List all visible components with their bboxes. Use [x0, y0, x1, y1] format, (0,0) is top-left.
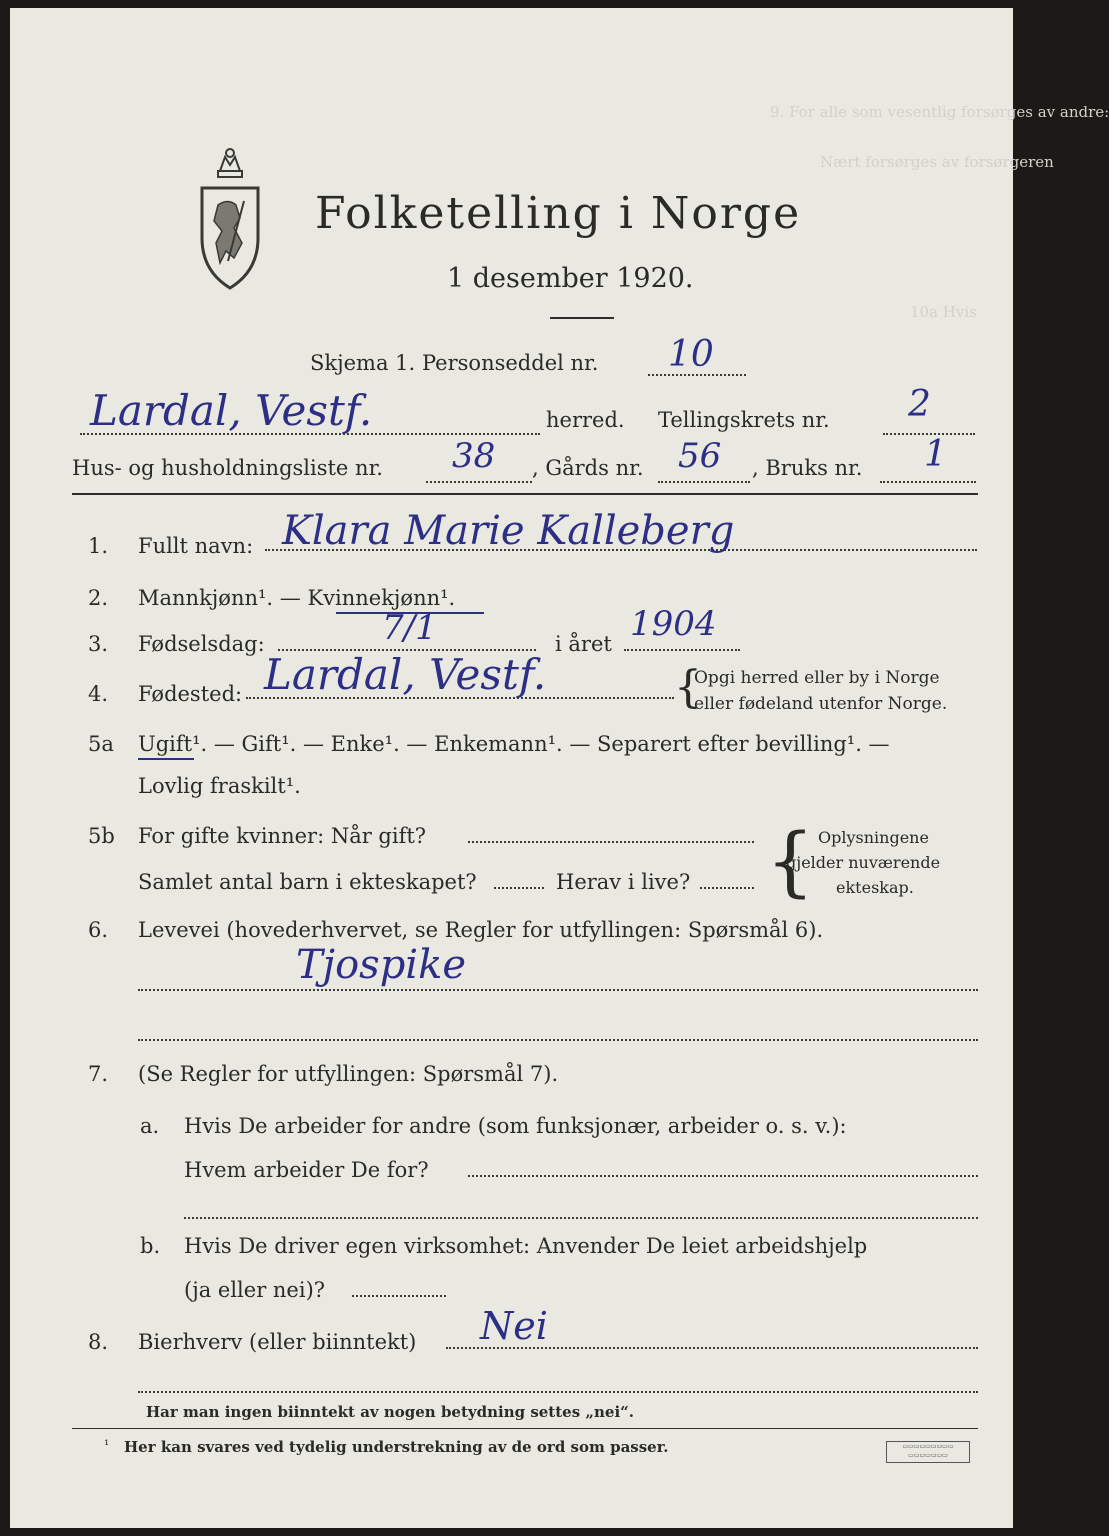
printer-stamp: ▭▭▭▭▭▭▭▭▭ ▭▭▭▭▭▭▭	[886, 1441, 970, 1463]
q7b-text: Hvis De driver egen virksomhet: Anvender De leiet arbeidshjelp	[184, 1234, 868, 1258]
q5a-selection-underline	[138, 758, 194, 760]
q5b-married-field-line[interactable]	[468, 841, 754, 843]
q4-brace: {	[674, 662, 702, 713]
q8-number: 8.	[88, 1330, 109, 1354]
q3-number: 3.	[88, 632, 109, 656]
q7a-letter: a.	[140, 1114, 160, 1138]
footnote-marker: ¹	[104, 1438, 110, 1453]
q5b-note-line2: gjelder nuværende	[786, 853, 941, 872]
census-form-sheet	[10, 8, 1109, 1528]
gards-label: , Gårds nr.	[532, 456, 644, 480]
q6-field-line-1[interactable]	[138, 989, 978, 991]
bleedthrough-text: 9. For alle som vesentlig forsørges av andre:	[770, 103, 1109, 121]
q3-label: Fødselsdag:	[138, 632, 265, 656]
q6-field-line-2[interactable]	[138, 1039, 978, 1041]
herred-field-line[interactable]	[80, 433, 540, 435]
q1-label: Fullt navn:	[138, 534, 254, 558]
husliste-value: 38	[452, 436, 496, 476]
q5b-label3: Herav i live?	[556, 870, 691, 894]
husliste-label: Hus- og husholdningsliste nr.	[72, 456, 383, 480]
q7a-field-line-2[interactable]	[184, 1217, 978, 1219]
q5b-children-field-line[interactable]	[494, 887, 544, 889]
q5a-text: Ugift¹. — Gift¹. — Enke¹. — Enkemann¹. — Separert efter bevilling¹. —	[138, 732, 890, 756]
q7a-field-line-1[interactable]	[468, 1175, 978, 1177]
footnote-divider	[72, 1428, 978, 1429]
bruks-field-line[interactable]	[880, 481, 976, 483]
q7b-letter: b.	[140, 1234, 161, 1258]
q8-label: Bierhverv (eller biinntekt)	[138, 1330, 417, 1354]
q2-text: Mannkjønn¹. — Kvinnekjønn¹.	[138, 586, 456, 610]
coat-of-arms-icon	[190, 143, 270, 293]
footnote-text: Her kan svares ved tydelig understrekning av de ord som passer.	[124, 1438, 669, 1456]
q4-value: Lardal, Vestf.	[264, 650, 547, 699]
q8-value: Nei	[480, 1304, 548, 1348]
q8-field-line-2[interactable]	[138, 1391, 978, 1393]
census-date: 1 desember 1920.	[447, 263, 694, 294]
q7a-text2: Hvem arbeider De for?	[184, 1158, 429, 1182]
q7a-text: Hvis De arbeider for andre (som funksjonær, arbeider o. s. v.):	[184, 1114, 847, 1138]
q6-text: Levevei (hovederhvervet, se Regler for utfyllingen: Spørsmål 6).	[138, 918, 824, 942]
q5b-alive-field-line[interactable]	[700, 887, 754, 889]
q5b-note-line1: Oplysningene	[818, 828, 929, 847]
q7b-text2: (ja eller nei)?	[184, 1278, 326, 1302]
q6-number: 6.	[88, 918, 109, 942]
q3-year-value: 1904	[630, 604, 717, 644]
section-divider	[72, 493, 978, 495]
q5b-label2: Samlet antal barn i ekteskapet?	[138, 870, 477, 894]
q7b-field-line[interactable]	[352, 1295, 446, 1297]
q3-year-label: i året	[555, 632, 612, 656]
q7-number: 7.	[88, 1062, 109, 1086]
q5b-number: 5b	[88, 824, 115, 848]
q4-label: Fødested:	[138, 682, 243, 706]
bruks-value: 1	[924, 434, 947, 475]
q6-value: Tjospike	[296, 942, 466, 988]
q1-number: 1.	[88, 534, 109, 558]
tellingskrets-label: Tellingskrets nr.	[658, 408, 830, 432]
gards-value: 56	[678, 436, 722, 476]
husliste-field-line[interactable]	[426, 481, 532, 483]
q2-number: 2.	[88, 586, 109, 610]
bleedthrough-text: Nært forsørges av forsørgeren	[820, 153, 1054, 171]
herred-value: Lardal, Vestf.	[90, 386, 373, 435]
bleedthrough-text: 10a Hvis	[910, 303, 977, 321]
tellingskrets-value: 2	[908, 384, 931, 425]
q3-year-field-line[interactable]	[624, 649, 740, 651]
q5b-brace: {	[766, 816, 815, 905]
herred-label: herred.	[546, 408, 625, 432]
bruks-label: , Bruks nr.	[752, 456, 863, 480]
personseddel-value: 10	[668, 334, 714, 375]
personseddel-label: Personseddel nr.	[422, 351, 599, 375]
title-divider	[550, 317, 614, 319]
q4-number: 4.	[88, 682, 109, 706]
q8-note: Har man ingen biinntekt av nogen betydning settes „nei“.	[146, 1403, 635, 1421]
q3-value: 7/1	[382, 608, 437, 648]
q5a-text2: Lovlig fraskilt¹.	[138, 774, 301, 798]
q4-note-line2: eller fødeland utenfor Norge.	[694, 694, 948, 714]
q5b-label1: For gifte kvinner: Når gift?	[138, 824, 427, 848]
q5a-number: 5a	[88, 732, 114, 756]
gards-field-line[interactable]	[658, 481, 750, 483]
q1-value: Klara Marie Kalleberg	[282, 508, 735, 554]
form-title: Folketelling i Norge	[315, 188, 802, 239]
q5b-note-line3: ekteskap.	[836, 878, 914, 897]
skjema-label: Skjema 1.	[310, 351, 416, 375]
q7-text: (Se Regler for utfyllingen: Spørsmål 7).	[138, 1062, 559, 1086]
q4-note-line1: Opgi herred eller by i Norge	[694, 668, 940, 688]
